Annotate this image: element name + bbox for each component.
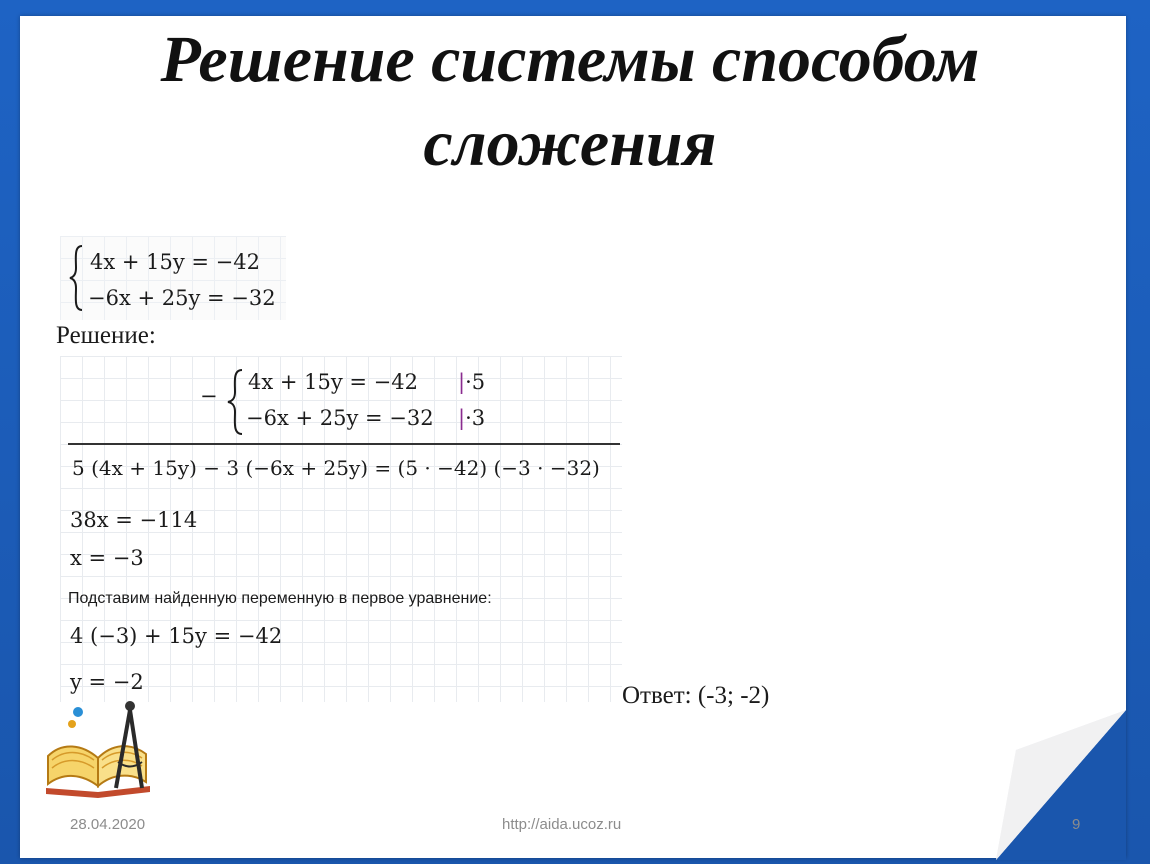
substitution-note: Подставим найденную переменную в первое уравнение:	[68, 590, 492, 607]
footer-page-number: 9	[1072, 816, 1081, 833]
multiplier-1	[458, 370, 485, 394]
system-equation-1: 4x + 15y = −42	[90, 250, 260, 274]
steps-brace	[226, 368, 244, 436]
system-equation-2: −6x + 25y = −32	[88, 286, 276, 310]
slide-title: Решение системы способом сложения	[160, 23, 980, 180]
solution-label: Решение:	[56, 322, 156, 349]
multiplier-2	[458, 406, 485, 430]
step-y-value: y = −2	[70, 670, 144, 694]
subtraction-sign: −	[200, 384, 218, 408]
divider-bar-icon: |	[458, 406, 466, 430]
subtraction-line	[68, 443, 620, 445]
steps-equation-1: 4x + 15y = −42	[248, 370, 418, 394]
step-38x: 38x = −114	[70, 508, 198, 532]
steps-equation-2: −6x + 25y = −32	[246, 406, 434, 430]
multiplier-1-value: ·5	[465, 370, 486, 394]
step-substitution: 4 (−3) + 15y = −42	[70, 624, 283, 648]
book-compass-logo-icon	[42, 698, 172, 804]
divider-bar-icon: |	[458, 370, 466, 394]
page-curl-decoration	[996, 710, 1126, 860]
multiplier-2-value: ·3	[465, 406, 486, 430]
step-x-value: x = −3	[70, 546, 144, 570]
combined-equation: 5 (4x + 15y) − 3 (−6x + 25y) = (5 · −42) (−3 · −32)	[72, 456, 600, 480]
footer-date: 28.04.2020	[70, 816, 146, 833]
system-brace	[68, 244, 84, 312]
answer-text: Ответ: (-3; -2)	[622, 682, 770, 709]
footer-url[interactable]: http://aida.ucoz.ru	[502, 816, 622, 833]
